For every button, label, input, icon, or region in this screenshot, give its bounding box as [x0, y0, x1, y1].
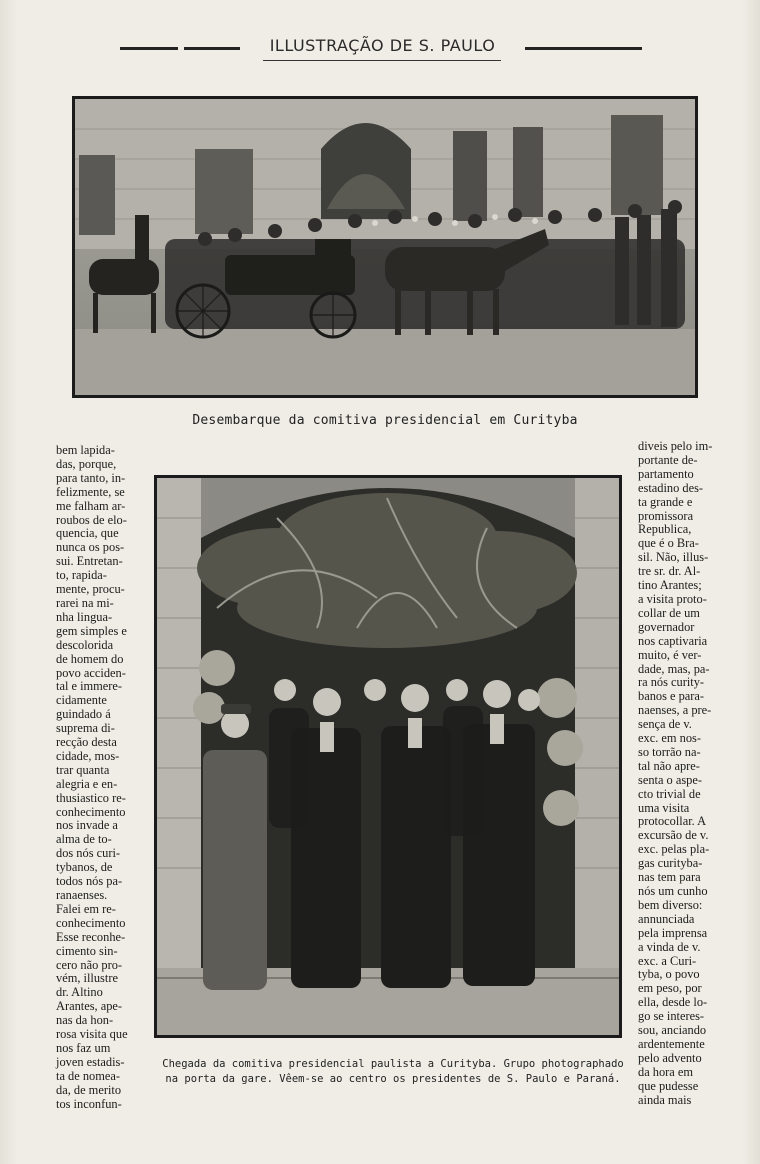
- page-header: [120, 36, 642, 66]
- text-line: ra nós curity-: [638, 675, 705, 690]
- text-line: thusiastico re-: [56, 790, 126, 805]
- text-line: ta grande e: [638, 494, 693, 509]
- title-underline: [263, 60, 501, 61]
- photo-carriage-arrival: [72, 96, 698, 398]
- text-line: pela imprensa: [638, 925, 708, 940]
- text-line: muito, é ver-: [638, 647, 702, 662]
- text-line: tino Arantes;: [638, 578, 702, 593]
- text-line: cto trivial de: [638, 786, 701, 801]
- text-line: vém, illustre: [56, 971, 118, 986]
- text-line: diveis pelo im-: [638, 439, 713, 453]
- text-line: protocollar. A: [638, 814, 707, 829]
- text-line: para tanto, in-: [56, 470, 126, 485]
- text-line: nos invade a: [56, 818, 118, 833]
- text-line: tre sr. dr. Al-: [638, 564, 701, 579]
- text-line: suprema di-: [56, 721, 115, 736]
- photo-group-portrait: [154, 475, 622, 1038]
- text-line: cero não pro-: [56, 957, 123, 972]
- text-line: ta de nomea-: [56, 1068, 120, 1083]
- text-line: rosa visita que: [56, 1027, 128, 1042]
- caption-bottom-photo: [160, 1057, 626, 1087]
- text-line: tyba, o povo: [638, 967, 700, 982]
- text-line: portante de-: [638, 452, 698, 467]
- text-line: estadino des-: [638, 480, 704, 495]
- text-line: sui. Entretan-: [56, 554, 123, 569]
- magazine-title: ILLUSTRAÇÃO DE S. PAULO: [269, 36, 496, 55]
- text-line: Republica,: [638, 522, 692, 537]
- text-line: descolorida: [56, 637, 114, 652]
- caption-line: Chegada da comitiva presidencial paulista a Curityba. Grupo photographado: [162, 1058, 624, 1070]
- text-line: povo acciden-: [56, 665, 126, 680]
- text-line: naenses, a pre-: [638, 703, 712, 718]
- text-line: Falei em re-: [56, 901, 116, 916]
- text-line: banos e para-: [638, 689, 705, 704]
- text-line: gas curityba-: [638, 856, 703, 871]
- text-line: das, porque,: [56, 456, 117, 471]
- text-line: nas da hon-: [56, 1013, 114, 1028]
- text-line: joven estadis-: [56, 1054, 125, 1069]
- header-rule-right: [525, 47, 642, 50]
- text-line: dr. Altino: [56, 985, 103, 1000]
- photo-carriage-illustration: [75, 99, 695, 395]
- text-line: collar de um: [638, 605, 700, 620]
- text-line: nha lingua-: [56, 609, 113, 624]
- text-line: nós um cunho: [638, 884, 708, 898]
- text-line: felizmente, se: [56, 484, 125, 499]
- text-line: dos nós curi-: [56, 846, 121, 861]
- text-line: bem diverso:: [638, 897, 703, 912]
- text-line: Arantes, ape-: [56, 999, 123, 1014]
- text-line: nos faz um: [56, 1040, 111, 1055]
- text-line: todos nós pa-: [56, 874, 123, 889]
- text-line: sença de v.: [638, 717, 692, 732]
- text-line: governador: [638, 619, 695, 634]
- text-line: senta o aspe-: [638, 772, 702, 787]
- text-line: recção desta: [56, 735, 117, 750]
- text-line: exc. a Curi-: [638, 953, 697, 968]
- text-line: dade, mas, pa-: [638, 661, 710, 676]
- text-line: guindado á: [56, 707, 111, 722]
- header-rule-left: [120, 47, 178, 50]
- text-line: a vinda de v.: [638, 939, 701, 954]
- caption-line: na porta da gare. Vêem-se ao centro os presidentes de S. Paulo e Paraná.: [165, 1073, 621, 1085]
- text-line: tybanos, de: [56, 860, 113, 875]
- text-line: alegria e en-: [56, 776, 118, 791]
- text-line: rarei na mi-: [56, 595, 114, 610]
- text-line: cidade, mos-: [56, 748, 120, 763]
- text-line: exc. pelas pla-: [638, 842, 710, 857]
- text-line: bem lapida-: [56, 443, 115, 457]
- text-column-right: [638, 440, 724, 1108]
- text-line: ainda mais: [638, 1092, 692, 1107]
- text-line: partamento: [638, 466, 694, 481]
- text-line: cimento sin-: [56, 943, 118, 958]
- text-line: so torrão na-: [638, 744, 701, 759]
- text-line: quencia, que: [56, 526, 119, 541]
- text-line: pelo advento: [638, 1050, 702, 1065]
- text-line: roubos de elo-: [56, 512, 127, 527]
- header-rule-left-2: [184, 47, 240, 50]
- text-line: ranaenses.: [56, 888, 108, 902]
- text-line: que é o Bra-: [638, 536, 699, 551]
- text-line: mente, procu-: [56, 582, 125, 597]
- text-line: que pudesse: [638, 1078, 699, 1093]
- text-line: annunciada: [638, 911, 695, 926]
- text-line: me falham ar-: [56, 498, 126, 513]
- text-line: de homem do: [56, 651, 124, 666]
- text-line: go se interes-: [638, 1009, 705, 1024]
- text-column-left: [56, 444, 146, 1112]
- text-line: ella, desde lo-: [638, 995, 708, 1010]
- text-line: uma visita: [638, 800, 690, 815]
- text-line: Esse reconhe-: [56, 929, 126, 944]
- text-line: conhecimento: [56, 915, 126, 930]
- text-line: tos inconfun-: [56, 1096, 122, 1111]
- text-line: promissora: [638, 508, 694, 523]
- text-line: to, rapida-: [56, 568, 107, 583]
- text-line: cidamente: [56, 693, 107, 708]
- text-line: nunca os pos-: [56, 540, 125, 555]
- text-line: alma de to-: [56, 832, 112, 847]
- text-line: nas tem para: [638, 870, 701, 885]
- text-line: trar quanta: [56, 762, 110, 777]
- text-line: excursão de v.: [638, 828, 709, 843]
- text-line: gem simples e: [56, 623, 127, 638]
- text-line: tal não apre-: [638, 758, 700, 773]
- text-line: exc. em nos-: [638, 731, 701, 746]
- text-line: da hora em: [638, 1064, 694, 1079]
- text-line: em peso, por: [638, 981, 702, 996]
- text-line: sil. Não, illus-: [638, 550, 709, 565]
- text-line: nos captivaria: [638, 633, 708, 648]
- text-line: tal e immere-: [56, 679, 123, 694]
- text-line: sou, anciando: [638, 1023, 707, 1038]
- text-line: conhecimento: [56, 804, 126, 819]
- text-line: ardentemente: [638, 1036, 705, 1051]
- photo-group-illustration: [157, 478, 619, 1035]
- caption-top-photo: Desembarque da comitiva presidencial em Curityba: [192, 413, 578, 428]
- text-line: a visita proto-: [638, 591, 707, 606]
- text-line: da, de merito: [56, 1082, 122, 1097]
